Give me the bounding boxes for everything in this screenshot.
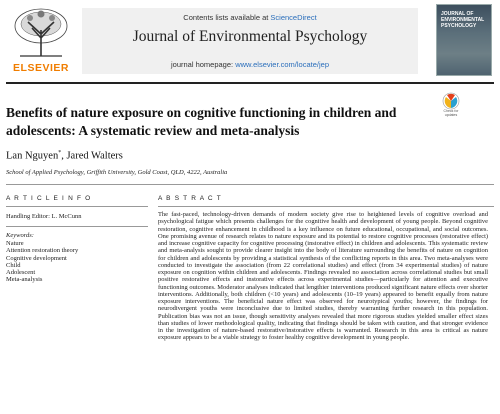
journal-header — [6, 4, 494, 80]
journal-homepage-link[interactable]: www.elsevier.com/locate/jep — [235, 60, 329, 69]
keyword-item: Meta-analysis — [6, 276, 43, 284]
homepage-prefix: journal homepage: — [170, 60, 236, 69]
check-for-updates-badge[interactable] — [438, 92, 464, 118]
handling-editor: Handling Editor: L. McCunn — [6, 213, 82, 220]
cover-title: JOURNAL OF ENVIRONMENTAL PSYCHOLOGY — [441, 11, 485, 29]
elsevier-tree-icon — [10, 4, 72, 60]
contents-prefix: Contents lists available at — [183, 13, 271, 22]
check-updates-icon — [442, 92, 460, 110]
article-info-divider — [6, 206, 148, 207]
publisher-logo[interactable] — [6, 4, 76, 76]
keyword-item: Nature — [6, 240, 24, 247]
homepage-line — [82, 60, 418, 69]
header-divider — [6, 82, 494, 84]
corresponding-author-mark[interactable]: * — [58, 150, 62, 156]
author-name[interactable]: , Jared Walters — [61, 150, 123, 162]
keywords-label: Keywords: — [6, 232, 34, 239]
publisher-name: ELSEVIER — [13, 62, 69, 74]
editor-divider — [6, 226, 148, 227]
masthead — [82, 8, 418, 74]
contents-line — [82, 13, 418, 22]
sciencedirect-link[interactable]: ScienceDirect — [270, 13, 317, 22]
author-list — [6, 150, 123, 162]
abstract-heading: A B S T R A C T — [158, 195, 222, 202]
affiliation-divider — [6, 184, 494, 185]
keyword-item: Adolescent — [6, 269, 36, 277]
abstract-divider — [158, 206, 494, 207]
journal-title[interactable]: Journal of Environmental Psychology — [132, 28, 368, 45]
badge-label: Check for updates — [443, 109, 459, 117]
keyword-item: Child — [6, 261, 21, 269]
author-name[interactable]: Lan Nguyen — [6, 150, 59, 162]
keyword-list — [6, 240, 78, 284]
affiliation: School of Applied Psychology, Griffith University, Gold Coast, QLD, 4222, Australia — [6, 169, 228, 176]
article-title: Benefits of nature exposure on cognitive functioning in children and adolescents: A systematic review and meta-analysis — [6, 105, 397, 138]
keyword-item: Attention restoration theory — [6, 247, 79, 255]
keyword-item: Cognitive development — [6, 254, 67, 262]
article-info-heading: A R T I C L E I N F O — [6, 195, 92, 202]
journal-cover-image[interactable] — [436, 4, 492, 76]
abstract-text: The fast-paced, technology-driven demands of modern society give rise to heightened levels of cognitive overload and psychological fatigue which presents challenges for the cognitive health and development of young people. Beyond cognitive restoration, cognitive enhancement in childhood is a key influence on future educational, occupational, and social outcomes. One promising avenue of research relates to nature exposure and its potential to restore cognitive processes (restorative effect) and increase cognitive capacity for cognitive processing (instorative effect) in children and adolescents. This systematic review and meta-analysis sought to provide clearer insight into the body of literature surrounding the benefits of nature on cognition for children and adolescents by providing a statistical synthesis of the conflicting reports in this area. Two meta-analyses were conducted to investigate the association (from 22 correlational studies) and effect (from 34 experimental studies) of nature exposure on cognition within children and adolescents. Findings revealed no association across correlational studies but small positive restorative effects and instorative effects across experimental studies—particularly for attention and executive functioning outcomes. Moderator analyses indicated that lengthier interventions produced significant nature effects over shorter interventions. Additionally, both children (<10 years) and adolescents (10–19 years) appeared to benefit equally from nature exposure interventions. The beneficial nature effect was observed for neurotypical youths; however, the findings for neurodivergent youths were inconclusive due to limited studies, thereby warranting further research in this population. Publication bias was not an issue, though sensitivity analyses revealed that more rigorous studies yielded smaller effect sizes than studies of lower methodological quality, indicating that findings should be taken with caution, and that stronger evidence in the investigation of nature-based restorative/instorative effects is warranted. Research in this area is critical as nature exposure appears to be a viable strategy to foster healthy cognitive development in young people. — [158, 211, 488, 342]
